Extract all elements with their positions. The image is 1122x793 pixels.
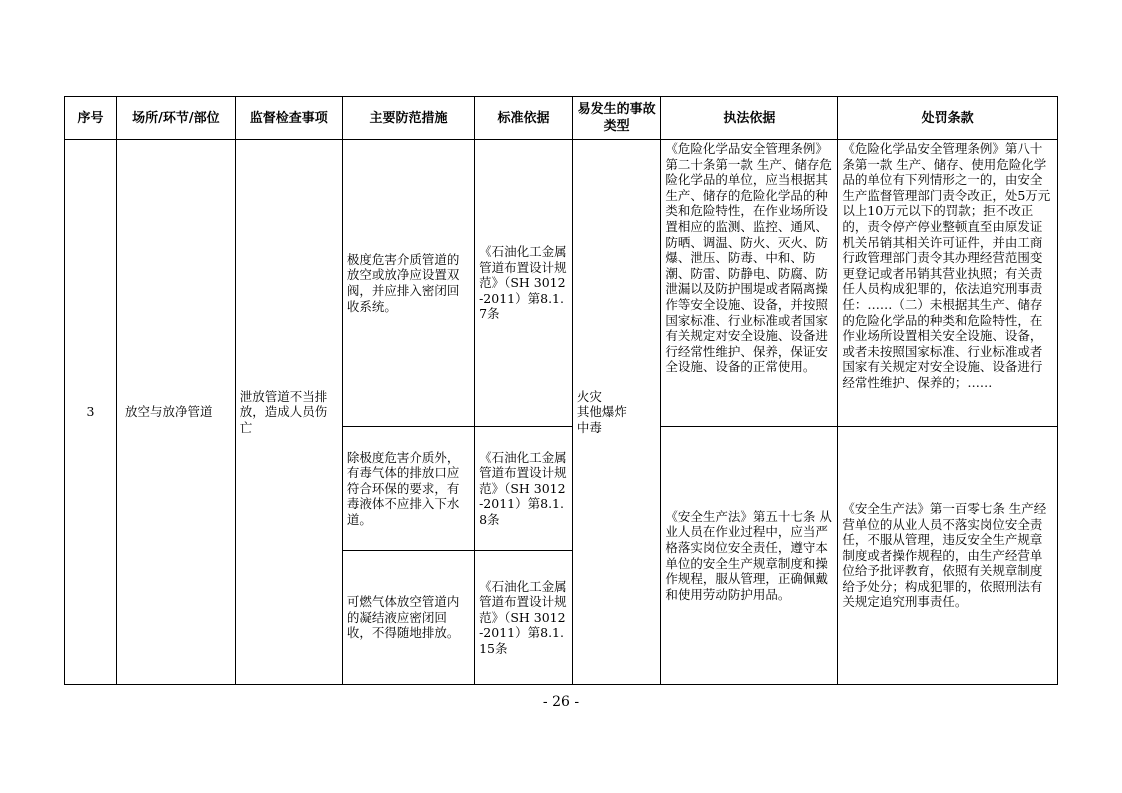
header-standard: 标准依据 [475, 97, 573, 140]
regulation-table [64, 96, 1058, 685]
cell-measure-3: 可燃气体放空管道内的凝结液应密闭回收，不得随地排放。 [342, 551, 474, 685]
cell-standard-2: 《石油化工金属管道布置设计规范》（SH 3012-2011）第8.1.8条 [475, 427, 573, 551]
cell-standard-1: 《石油化工金属管道布置设计规范》（SH 3012-2011）第8.1.7条 [475, 140, 573, 427]
cell-standard-3: 《石油化工金属管道布置设计规范》（SH 3012-2011）第8.1.15条 [475, 551, 573, 685]
cell-legal-2: 《安全生产法》第五十七条 从业人员在作业过程中，应当严格落实岗位安全责任，遵守本单位的安全生产规章制度和操作规程，服从管理，正确佩戴和使用劳动防护用品。 [661, 427, 838, 685]
cell-accident: 火灾 其他爆炸 中毒 [572, 140, 660, 685]
table-header-row [65, 97, 1058, 140]
cell-penalty-2: 《安全生产法》第一百零七条 生产经营单位的从业人员不落实岗位安全责任，不服从管理，违反安全生产规章制度或者操作规程的，由生产经营单位给予批评教育，依照有关规章制度给予处分；构成犯罪的，依照刑法有关规定追究刑事责任。 [838, 427, 1058, 685]
cell-penalty-1: 《危险化学品安全管理条例》第八十条第一款 生产、储存、使用危险化学品的单位有下列情形之一的，由安全生产监督管理部门责令改正，处5万元以上10万元以下的罚款；拒不改正的，责令停产停业整顿直至由原发证机关吊销其相关许可证件，并由工商行政管理部门责令其办理经营范围变更登记或者吊销其营业执照；有关责任人员构成犯罪的，依法追究刑事责任：……（二）未根据其生产、储存的危险化学品的种类和危险特性，在作业场所设置相关安全设施、设备，或者未按照国家标准、行业标准或者国家有关规定对安全设施、设备进行经常性维护、保养的；…… [838, 140, 1058, 427]
header-item: 监督检查事项 [235, 97, 342, 140]
header-penalty: 处罚条款 [838, 97, 1058, 140]
header-measures: 主要防范措施 [342, 97, 474, 140]
cell-legal-1: 《危险化学品安全管理条例》第二十条第一款 生产、储存危险化学品的单位，应当根据其生产、储存的危险化学品的种类和危险特性，在作业场所设置相应的监测、监控、通风、防晒、调温、防火、灭火、防爆、泄压、防毒、中和、防潮、防雷、防静电、防腐、防泄漏以及防护围堤或者隔离操作等安全设施、设备，并按照国家标准、行业标准或者国家有关规定对安全设施、设备进行经常性维护、保养，保证安全设施、设备的正常使用。 [661, 140, 838, 427]
header-legal: 执法依据 [661, 97, 838, 140]
header-site: 场所/环节/部位 [117, 97, 236, 140]
table-row [65, 140, 1058, 427]
cell-item: 泄放管道不当排放，造成人员伤亡 [235, 140, 342, 685]
cell-measure-1: 极度危害介质管道的放空或放净应设置双阀，并应排入密闭回收系统。 [342, 140, 474, 427]
cell-site: 放空与放净管道 [117, 140, 236, 685]
cell-measure-2: 除极度危害介质外，有毒气体的排放口应符合环保的要求，有毒液体不应排入下水道。 [342, 427, 474, 551]
header-seq: 序号 [65, 97, 117, 140]
page-number: - 26 - [542, 694, 580, 710]
header-accident: 易发生的事故类型 [572, 97, 660, 140]
cell-seq: 3 [65, 140, 117, 685]
